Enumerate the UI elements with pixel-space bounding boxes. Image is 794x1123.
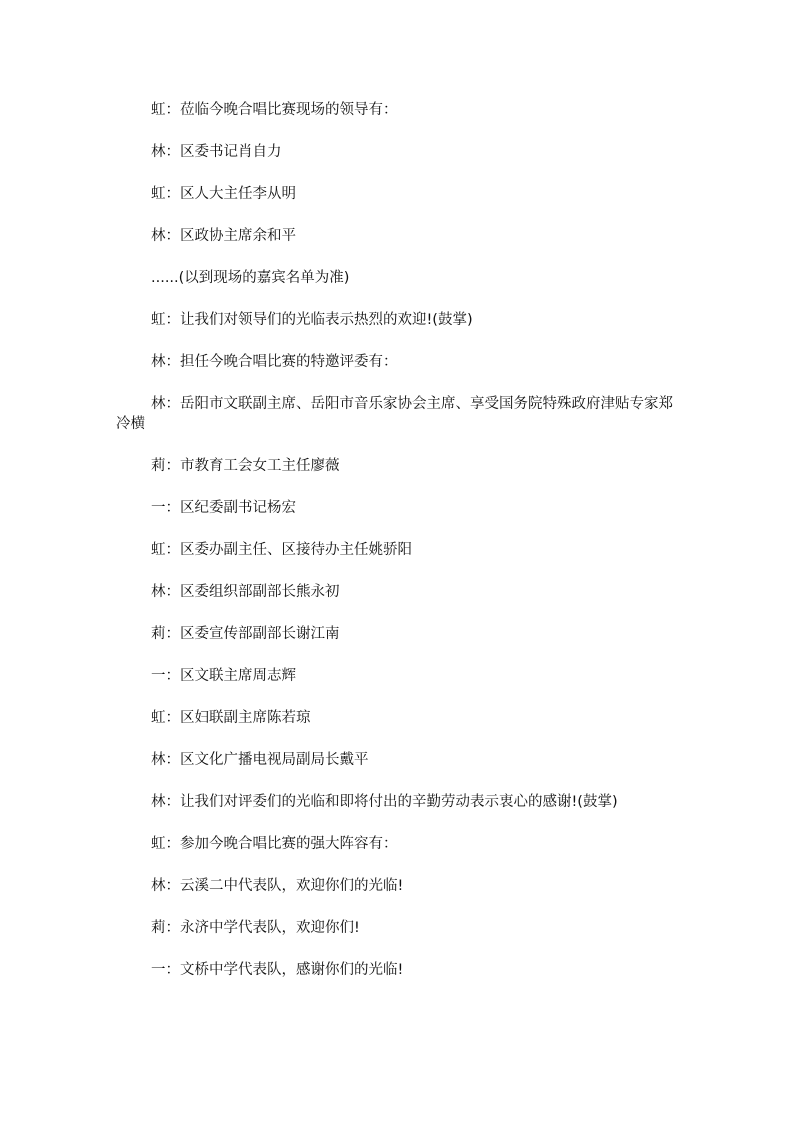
script-line: 虹：参加今晚合唱比赛的强大阵容有：: [151, 836, 398, 852]
script-line: ......(以到现场的嘉宾名单为准): [151, 270, 350, 286]
script-line: 虹：区委办副主任、区接待办主任姚骄阳: [151, 542, 412, 558]
script-line: 虹：让我们对领导们的光临表示热烈的欢迎!(鼓掌): [151, 312, 473, 328]
script-line: 林：云溪二中代表队，欢迎你们的光临!: [151, 878, 404, 894]
script-line: 一：文桥中学代表队，感谢你们的光临!: [151, 962, 404, 978]
script-line: 虹：莅临今晚合唱比赛现场的领导有：: [151, 102, 398, 118]
script-line: 莉：市教育工会女工主任廖薇: [151, 458, 340, 474]
script-line: 一：区纪委副书记杨宏: [151, 500, 296, 516]
script-line: 林：担任今晚合唱比赛的特邀评委有：: [151, 354, 398, 370]
script-line: 林：区委书记肖自力: [151, 144, 282, 160]
script-line: 莉：区委宣传部副部长谢江南: [151, 626, 340, 642]
script-line: 林：区委组织部副部长熊永初: [151, 584, 340, 600]
script-line: 林：岳阳市文联副主席、岳阳市音乐家协会主席、享受国务院特殊政府津贴专家郑冷横: [116, 396, 673, 432]
script-line: 林：区政协主席余和平: [151, 228, 296, 244]
script-line: 林：让我们对评委们的光临和即将付出的辛勤劳动表示衷心的感谢!(鼓掌): [151, 794, 618, 810]
script-line: 虹：区妇联副主席陈若琼: [151, 710, 311, 726]
script-lines: [116, 100, 686, 1002]
script-line: 莉：永济中学代表队，欢迎你们!: [151, 920, 360, 936]
script-line: 虹：区人大主任李从明: [151, 186, 296, 202]
script-line: 一：区文联主席周志辉: [151, 668, 296, 684]
script-line: 林：区文化广播电视局副局长戴平: [151, 752, 369, 768]
